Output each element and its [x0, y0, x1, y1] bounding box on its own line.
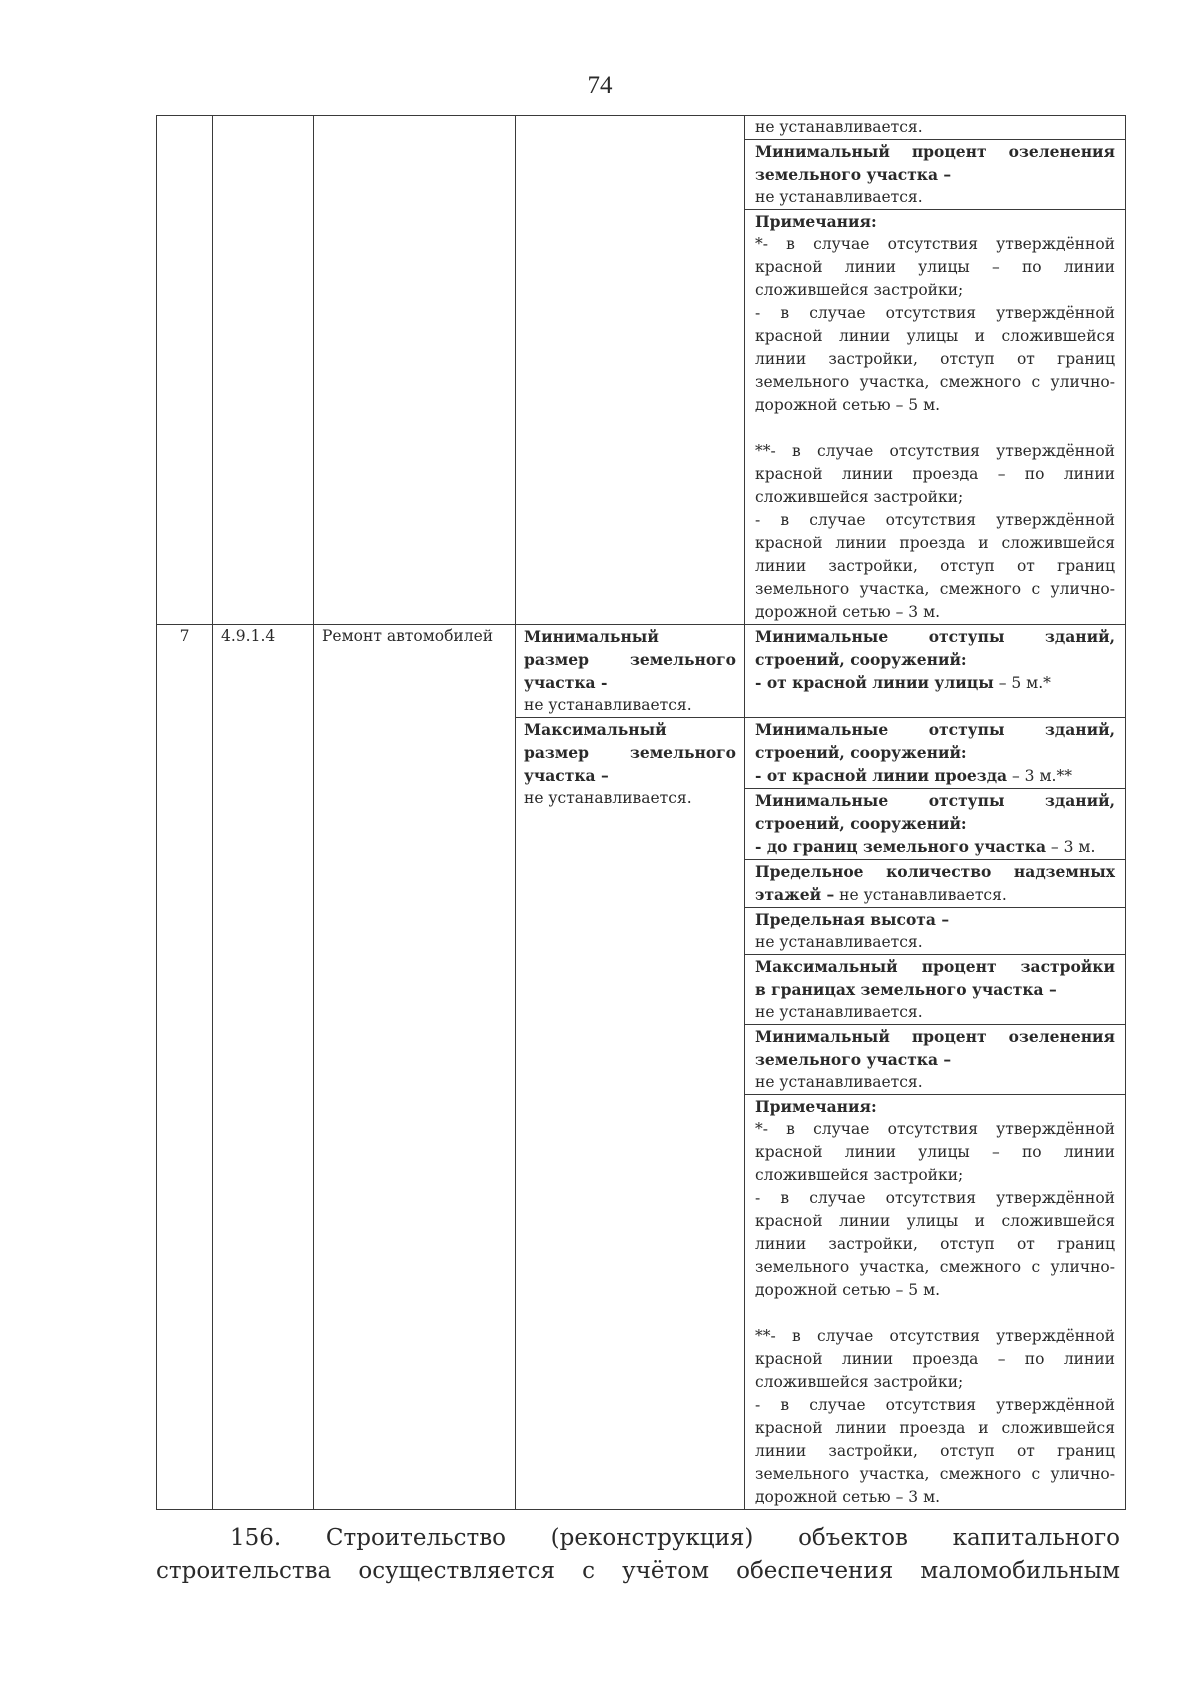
param-line: красной линии улицы – по линии	[755, 1143, 1115, 1161]
max-size-title: Максимальный	[524, 720, 667, 739]
paragraph-line: 156. Строительство (реконструкция) объектов капитального	[230, 1525, 1120, 1551]
table-row	[157, 625, 1126, 718]
param-line: Предельное количество надземных	[755, 862, 1115, 881]
cell-empty	[516, 116, 745, 625]
paragraph-line: строительства осуществляется с учётом обеспечения маломобильным	[156, 1558, 1120, 1584]
param-label: - от красной линии улицы	[755, 673, 994, 692]
regulations-table	[156, 115, 1126, 1510]
param-line	[755, 883, 1115, 907]
row-name: Ремонт автомобилей	[314, 625, 516, 1510]
param-line	[755, 417, 1115, 440]
param-label: этажей –	[755, 885, 835, 904]
param-line: линии застройки, отступ от границ	[755, 350, 1115, 368]
param-line: красной линии проезда – по линии	[755, 1350, 1115, 1368]
param-cell	[745, 789, 1126, 860]
param-line: красной линии проезда – по линии	[755, 465, 1115, 483]
param-line: - в случае отсутствия утверждённой	[755, 511, 1115, 529]
param-cell	[745, 718, 1126, 789]
param-value: – 5 м.*	[993, 674, 1051, 692]
max-size-value: не устанавливается.	[524, 789, 692, 807]
param-line: линии застройки, отступ от границ	[755, 557, 1115, 575]
param-cell	[745, 625, 1126, 718]
table-row	[157, 116, 1126, 140]
param-line: строений, сооружений:	[755, 743, 967, 762]
param-line: дорожной сетью – 3 м.	[755, 1488, 941, 1506]
min-size-value: не устанавливается.	[524, 696, 692, 714]
max-size-line: участка –	[524, 766, 609, 785]
param-line: - в случае отсутствия утверждённой	[755, 304, 1115, 322]
param-line	[755, 671, 1115, 695]
param-line: в границах земельного участка –	[755, 980, 1057, 999]
param-line: **- в случае отсутствия утверждённой	[755, 442, 1115, 460]
param-line: Примечания:	[755, 212, 877, 231]
cell-empty	[213, 116, 314, 625]
param-cell	[745, 860, 1126, 908]
param-line: линии застройки, отступ от границ	[755, 1235, 1115, 1253]
param-line: красной линии проезда и сложившейся	[755, 534, 1115, 552]
param-line: *- в случае отсутствия утверждённой	[755, 235, 1115, 253]
param-cell	[745, 140, 1126, 210]
param-line	[755, 1302, 1115, 1325]
param-line: земельного участка, смежного с улично-	[755, 373, 1115, 391]
param-line: Минимальные отступы зданий,	[755, 627, 1115, 646]
param-value: – 3 м.	[1046, 838, 1096, 856]
param-line	[755, 835, 1115, 859]
param-line: Максимальный процент застройки	[755, 957, 1115, 976]
cell-empty	[157, 116, 213, 625]
param-cell	[745, 908, 1126, 955]
param-line: сложившейся застройки;	[755, 1166, 964, 1184]
min-size-line: участка -	[524, 673, 608, 692]
param-line: Минимальные отступы зданий,	[755, 720, 1115, 739]
param-line: линии застройки, отступ от границ	[755, 1442, 1115, 1460]
param-line: дорожной сетью – 3 м.	[755, 603, 941, 621]
param-value: – 3 м.**	[1007, 767, 1072, 785]
param-cell	[745, 210, 1126, 625]
param-line: *- в случае отсутствия утверждённой	[755, 1120, 1115, 1138]
param-line: земельного участка, смежного с улично-	[755, 1258, 1115, 1276]
param-line: **- в случае отсутствия утверждённой	[755, 1327, 1115, 1345]
param-line: строений, сооружений:	[755, 814, 967, 833]
param-label: - до границ земельного участка	[755, 837, 1046, 856]
param-line: сложившейся застройки;	[755, 488, 964, 506]
page-number: 74	[587, 72, 613, 99]
param-line: не устанавливается.	[755, 118, 923, 136]
param-cell	[745, 1095, 1126, 1510]
param-line: Предельная высота –	[755, 910, 950, 929]
param-line: земельного участка, смежного с улично-	[755, 1465, 1115, 1483]
param-line: сложившейся застройки;	[755, 1373, 964, 1391]
param-line: Минимальные отступы зданий,	[755, 791, 1115, 810]
param-line: красной линии улицы – по линии	[755, 258, 1115, 276]
param-line: красной линии проезда и сложившейся	[755, 1419, 1115, 1437]
param-label: - от красной линии проезда	[755, 766, 1008, 785]
param-cell	[745, 1025, 1126, 1095]
row-number: 7	[157, 625, 213, 1510]
param-line: земельного участка, смежного с улично-	[755, 580, 1115, 598]
cell-empty	[314, 116, 516, 625]
param-line: - в случае отсутствия утверждённой	[755, 1396, 1115, 1414]
param-line: не устанавливается.	[755, 1073, 923, 1091]
param-line: Минимальный процент озеленения	[755, 1027, 1115, 1046]
param-line: красной линии улицы и сложившейся	[755, 1212, 1115, 1230]
param-line: сложившейся застройки;	[755, 281, 964, 299]
param-line	[755, 764, 1115, 788]
param-cell	[745, 116, 1126, 140]
min-size-title: Минимальный	[524, 627, 659, 646]
param-line: земельного участка –	[755, 1050, 952, 1069]
param-line: - в случае отсутствия утверждённой	[755, 1189, 1115, 1207]
min-size-line: размер земельного	[524, 650, 736, 669]
param-line: Минимальный процент озеленения	[755, 142, 1115, 161]
param-line: дорожной сетью – 5 м.	[755, 396, 941, 414]
param-line: красной линии улицы и сложившейся	[755, 327, 1115, 345]
param-line: дорожной сетью – 5 м.	[755, 1281, 941, 1299]
param-cell	[745, 955, 1126, 1025]
min-size-cell	[516, 625, 745, 718]
row-code: 4.9.1.4	[213, 625, 314, 1510]
param-line: не устанавливается.	[755, 188, 923, 206]
param-line: земельного участка –	[755, 165, 952, 184]
param-line: Примечания:	[755, 1097, 877, 1116]
param-value: не устанавливается.	[834, 886, 1007, 904]
param-line: не устанавливается.	[755, 1003, 923, 1021]
max-size-cell	[516, 718, 745, 1510]
param-line: строений, сооружений:	[755, 650, 967, 669]
max-size-line: размер земельного	[524, 743, 736, 762]
param-line: не устанавливается.	[755, 933, 923, 951]
